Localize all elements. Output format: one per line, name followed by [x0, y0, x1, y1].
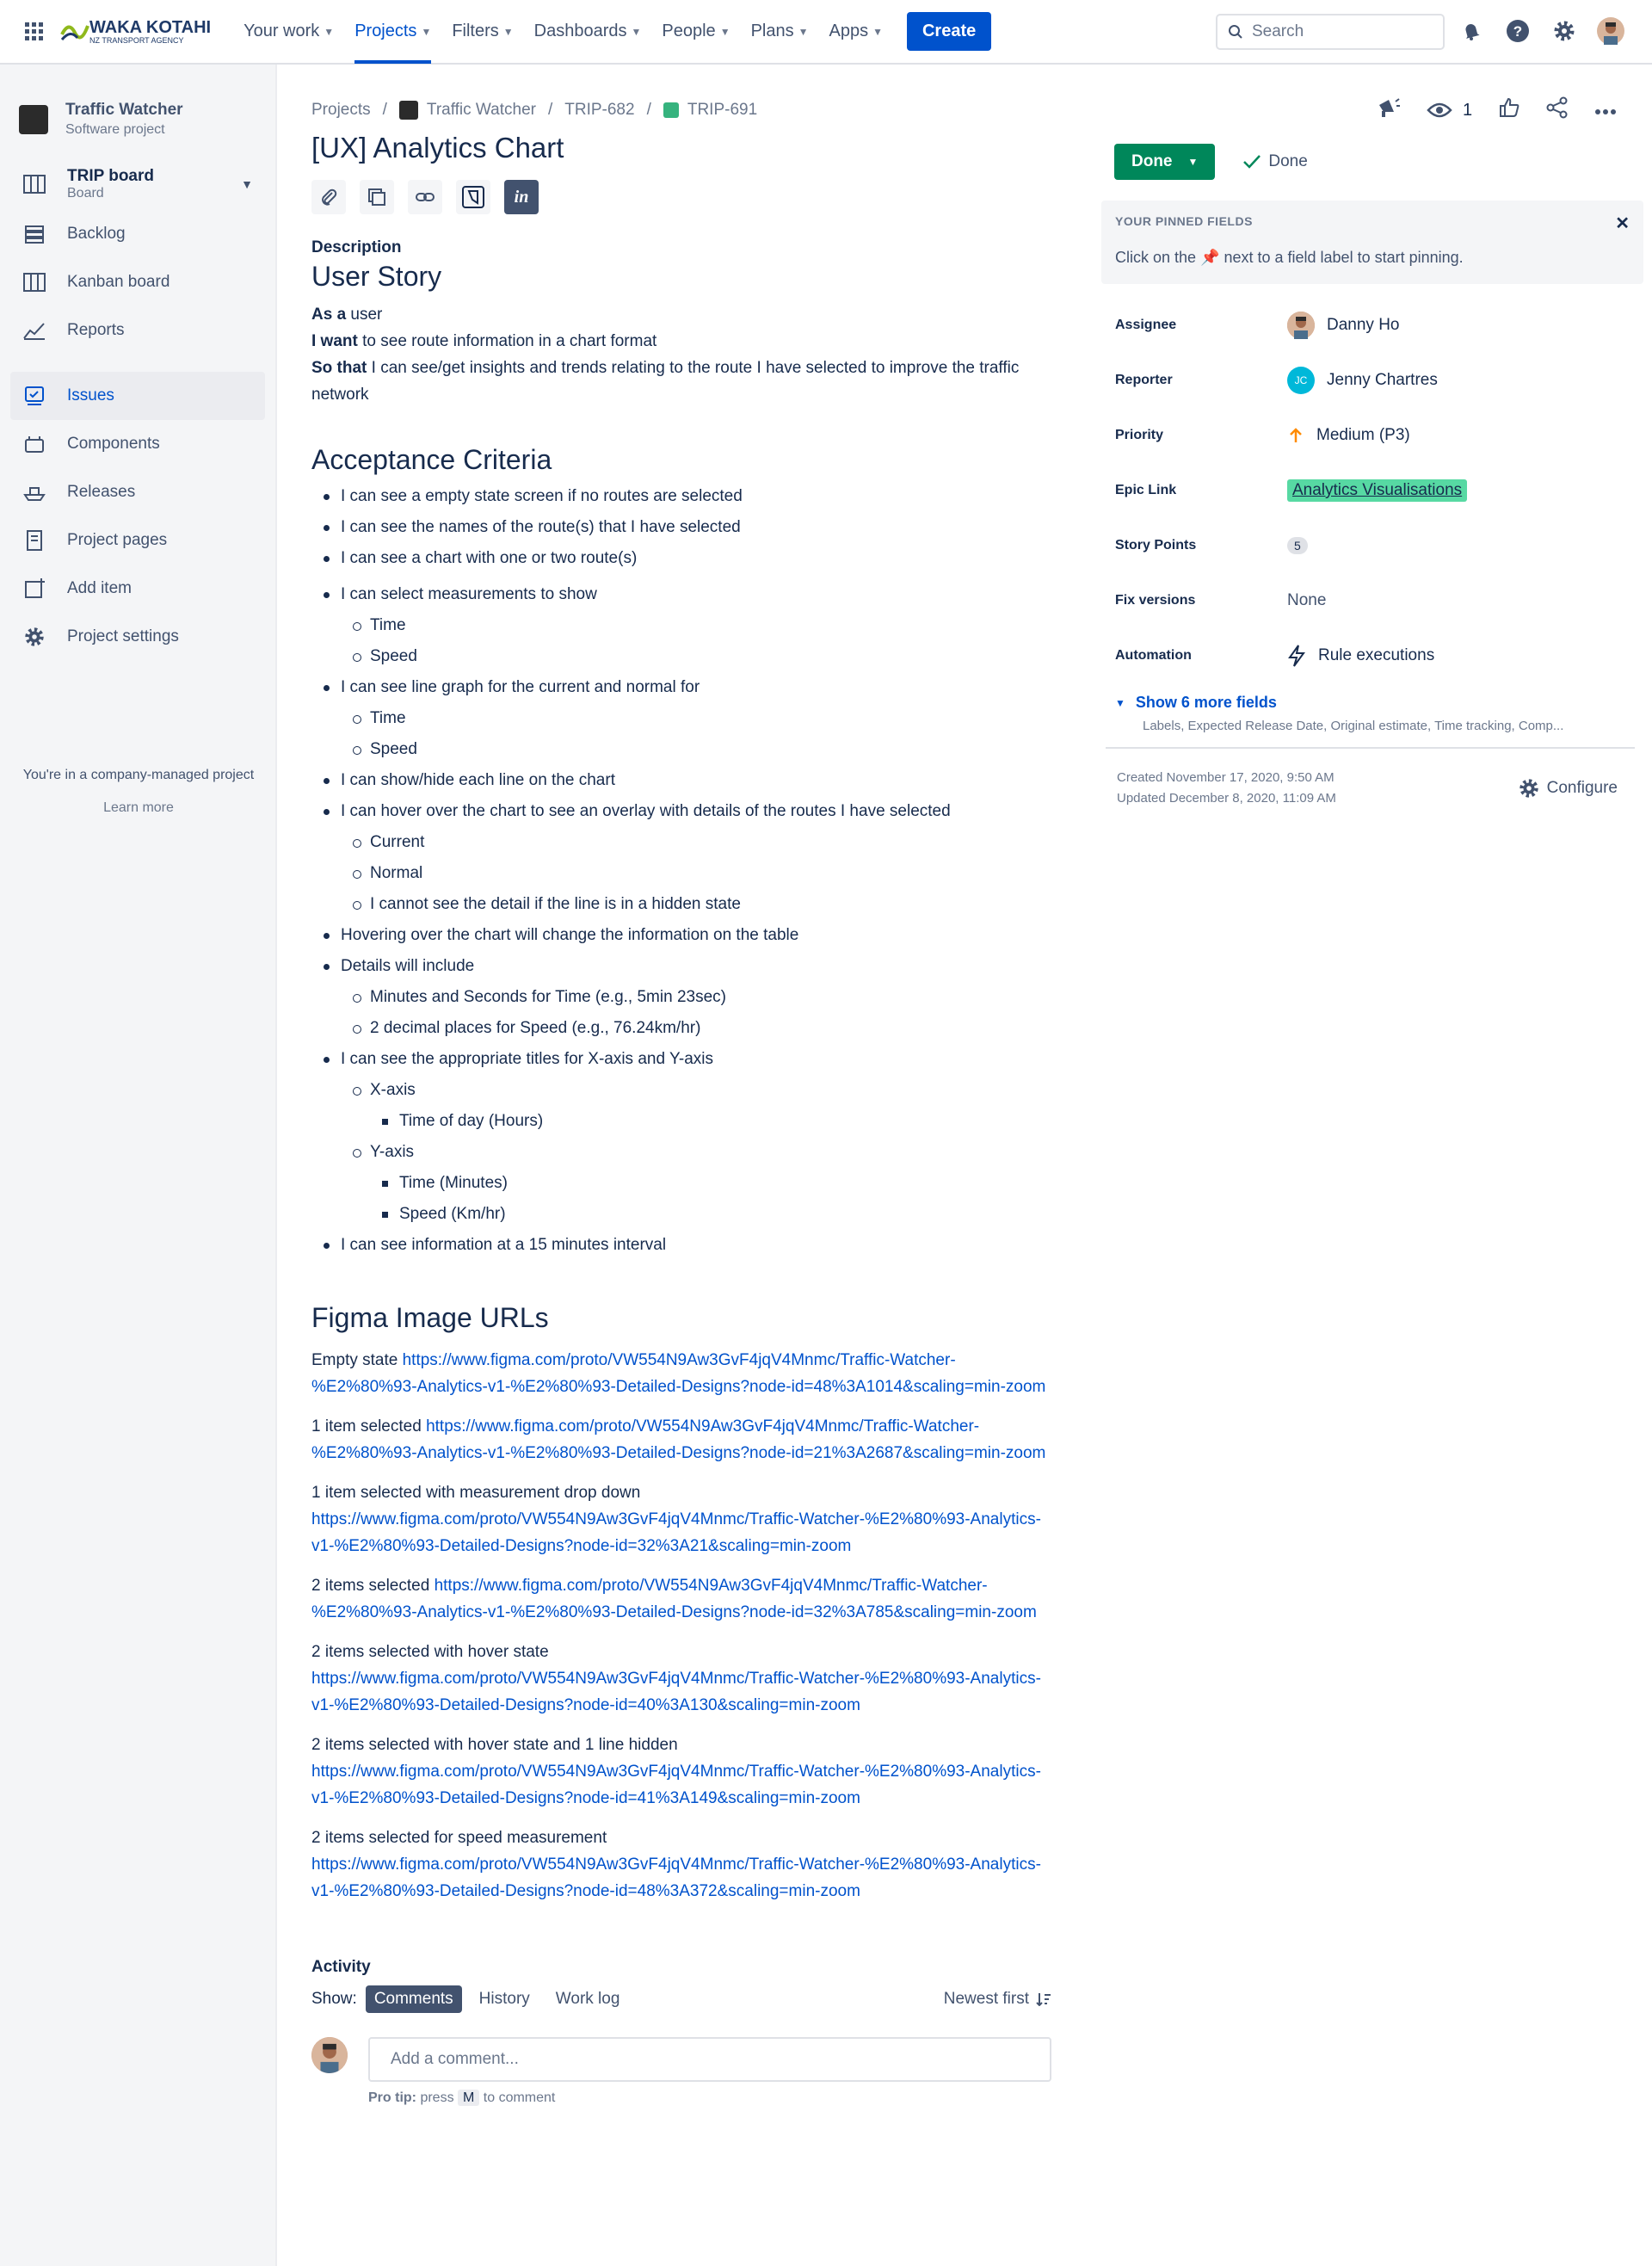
sidebar-item-releases[interactable]	[0, 468, 275, 516]
list-item: I can see line graph for the current and normal for Time Speed	[341, 672, 1051, 765]
nav-dashboards[interactable]	[524, 0, 652, 64]
field-story-points[interactable]	[1101, 518, 1643, 573]
priority-arrow-icon	[1287, 427, 1304, 444]
figma-link[interactable]: https://www.figma.com/proto/VW554N9Aw3GvF4jqV4Mnmc/Traffic-Watcher-%E2%80%93-Analytics-v1-%E2%80%93-Detailed-Designs?node-id=41%3A149&scaling=min-zoom	[311, 1763, 1041, 1807]
nav-plans[interactable]	[741, 0, 819, 64]
assignee-value: Danny Ho	[1327, 316, 1400, 334]
list-item: Normal	[370, 858, 1051, 889]
backlog-icon	[22, 222, 46, 246]
figma-link[interactable]: https://www.figma.com/proto/VW554N9Aw3GvF4jqV4Mnmc/Traffic-Watcher-%E2%80%93-Analytics-v1-%E2%80%93-Detailed-Designs?node-id=32%3A21&scaling=min-zoom	[311, 1510, 1041, 1555]
list-item: 2 decimal places for Speed (e.g., 76.24km/hr)	[370, 1013, 1051, 1044]
search-icon	[1228, 24, 1243, 40]
figma-link[interactable]: https://www.figma.com/proto/VW554N9Aw3GvF4jqV4Mnmc/Traffic-Watcher-%E2%80%93-Analytics-v1-%E2%80%93-Detailed-Designs?node-id=48%3A372&scaling=min-zoom	[311, 1855, 1041, 1900]
resolution-label: Done	[1268, 152, 1308, 170]
configure-button[interactable]	[1518, 777, 1618, 800]
created-date: Created November 17, 2020, 9:50 AM	[1117, 770, 1335, 785]
list-item: I can see a chart with one or two route(s)	[341, 543, 1051, 574]
show-label: Show:	[311, 1990, 357, 2008]
watchers-count: 1	[1463, 100, 1473, 120]
sidebar-item-label: Issues	[67, 386, 114, 404]
sidebar-item-label: Components	[67, 435, 160, 453]
help-icon[interactable]	[1501, 14, 1535, 48]
child-issue-icon[interactable]	[360, 180, 394, 214]
sidebar-item-add-item[interactable]	[0, 565, 275, 613]
figma-item: Empty state https://www.figma.com/proto/VW554N9Aw3GvF4jqV4Mnmc/Traffic-Watcher-%E2%80%93-Analytics-v1-%E2%80%93-Detailed-Designs?node-id=48%3A1014&scaling=min-zoom	[311, 1351, 1046, 1396]
chevron-down-icon: ▼	[324, 25, 335, 38]
acceptance-criteria-heading: Acceptance Criteria	[311, 444, 552, 475]
avatar: JC	[1287, 367, 1315, 394]
breadcrumb-issue[interactable]: TRIP-691	[687, 101, 758, 119]
figma-link[interactable]: https://www.figma.com/proto/VW554N9Aw3GvF4jqV4Mnmc/Traffic-Watcher-%E2%80%93-Analytics-v1-%E2%80%93-Detailed-Designs?node-id=48%3A1014&scaling=min-zoom	[311, 1351, 1046, 1396]
figma-item: 1 item selected with measurement drop down https://www.figma.com/proto/VW554N9Aw3GvF4jqV4Mnmc/Traffic-Watcher-%E2%80%93-Analytics-v1-%E2%80%93-Detailed-Designs?node-id=32%3A21&scaling=min-zoom	[311, 1484, 1041, 1555]
pinned-title: YOUR PINNED FIELDS	[1115, 214, 1253, 228]
nav-label: Plans	[750, 22, 794, 40]
sort-toggle[interactable]	[944, 1990, 1051, 2009]
epic-link[interactable]: Analytics Visualisations	[1287, 479, 1467, 502]
gear-icon	[1518, 777, 1540, 800]
field-epic-link[interactable]	[1101, 463, 1643, 518]
story-so-that: So that I can see/get insights and trends relating to the route I have selected to improve the traffic network	[311, 359, 1020, 404]
top-navigation	[0, 0, 1652, 65]
settings-icon[interactable]	[1547, 14, 1581, 48]
sidebar-item-kanban[interactable]	[0, 258, 275, 306]
nav-label: Your work	[243, 22, 320, 40]
show-more-fields[interactable]	[1101, 694, 1643, 733]
pages-icon	[22, 528, 46, 553]
nav-label: Apps	[829, 22, 869, 40]
pinned-text: Click on the 📌 next to a field label to start pinning.	[1115, 249, 1464, 266]
activity-section	[311, 1958, 1051, 2106]
list-item: X-axis Time of day (Hours)	[370, 1075, 1051, 1137]
sidebar-item-label: Project pages	[67, 531, 168, 549]
reports-icon	[22, 318, 46, 343]
list-item: Speed	[370, 641, 1051, 672]
avatar	[311, 2037, 348, 2073]
company-managed-text: You're in a company-managed project	[22, 768, 255, 782]
nav-label: Filters	[452, 22, 499, 40]
nav-projects[interactable]	[344, 0, 441, 64]
field-label: Epic Link	[1115, 483, 1177, 497]
field-label: Priority	[1115, 428, 1164, 442]
nav-label: Dashboards	[533, 22, 627, 40]
acceptance-criteria	[311, 481, 1051, 1261]
user-story-heading: User Story	[311, 261, 442, 292]
reporter-value: Jenny Chartres	[1327, 371, 1438, 389]
sidebar-item-reports[interactable]	[0, 306, 275, 355]
field-label: Reporter	[1115, 373, 1173, 387]
sort-label: Newest first	[943, 1990, 1029, 2008]
breadcrumb-project[interactable]: Traffic Watcher	[426, 101, 536, 119]
sort-icon	[1036, 1992, 1051, 2006]
project-header[interactable]	[0, 65, 275, 138]
logo[interactable]	[60, 10, 211, 53]
chevron-down-icon: ▼	[1115, 696, 1125, 709]
description-label: Description	[311, 238, 402, 256]
list-item: I can hover over the chart to see an overlay with details of the routes I have selected Current Normal I cannot see the detail if the line is in a hidden state	[341, 796, 1051, 920]
figma-links	[311, 1347, 1051, 1905]
nav-your-work[interactable]	[233, 0, 344, 64]
app-switcher-icon[interactable]	[17, 15, 52, 49]
show-more-sub: Labels, Expected Release Date, Original estimate, Time tracking, Comp...	[1143, 719, 1564, 733]
figma-item: 2 items selected with hover state https://www.figma.com/proto/VW554N9Aw3GvF4jqV4Mnmc/Traffic-Watcher-%E2%80%93-Analytics-v1-%E2%80%93-Detailed-Designs?node-id=40%3A130&scaling=min-zoom	[311, 1643, 1041, 1714]
project-type: Software project	[65, 122, 165, 137]
logo-subtext: NZ TRANSPORT AGENCY	[89, 35, 184, 45]
list-item: Y-axis Time (Minutes) Speed (Km/hr)	[370, 1137, 1051, 1230]
issue-main	[311, 65, 1051, 2106]
sidebar-item-label: Reports	[67, 321, 125, 339]
field-label: Story Points	[1115, 538, 1197, 553]
logo-text: WAKA KOTAHI	[89, 17, 212, 37]
pinned-fields	[1101, 201, 1643, 284]
nav-label: Projects	[354, 22, 417, 40]
link-icon[interactable]	[408, 180, 442, 214]
status-dropdown[interactable]	[1114, 144, 1215, 180]
breadcrumb-projects[interactable]: Projects	[311, 101, 371, 119]
figma-link[interactable]: https://www.figma.com/proto/VW554N9Aw3GvF4jqV4Mnmc/Traffic-Watcher-%E2%80%93-Analytics-v1-%E2%80%93-Detailed-Designs?node-id=40%3A130&scaling=min-zoom	[311, 1670, 1041, 1714]
list-item: Speed	[370, 734, 1051, 765]
project-avatar-icon	[399, 101, 418, 120]
figma-link[interactable]: https://www.figma.com/proto/VW554N9Aw3GvF4jqV4Mnmc/Traffic-Watcher-%E2%80%93-Analytics-v1-%E2%80%93-Detailed-Designs?node-id=32%3A785&scaling=min-zoom	[311, 1577, 1037, 1621]
sidebar-item-label: Add item	[67, 579, 132, 597]
sidebar-item-label: Backlog	[67, 225, 126, 243]
nav-apps[interactable]	[819, 0, 893, 64]
status-label: Done	[1131, 152, 1173, 170]
kanban-icon	[22, 270, 46, 294]
story-points-value: 5	[1287, 537, 1308, 554]
svg-text:?: ?	[1513, 23, 1523, 40]
pro-tip: Pro tip: press M to comment	[368, 2090, 556, 2105]
list-item: Speed (Km/hr)	[399, 1199, 1051, 1230]
close-icon[interactable]: ✕	[1615, 214, 1630, 233]
nav-label: People	[662, 22, 716, 40]
sidebar-item-label: Kanban board	[67, 273, 170, 291]
list-item: I can see information at a 15 minutes interval	[341, 1230, 1051, 1261]
sidebar-item-board[interactable]	[0, 158, 275, 210]
list-item: Minutes and Seconds for Time (e.g., 5min 23sec)	[370, 982, 1051, 1013]
field-reporter[interactable]	[1101, 353, 1643, 408]
figma-link[interactable]: https://www.figma.com/proto/VW554N9Aw3GvF4jqV4Mnmc/Traffic-Watcher-%E2%80%93-Analytics-v1-%E2%80%93-Detailed-Designs?node-id=21%3A2687&scaling=min-zoom	[311, 1417, 1046, 1462]
automation-value: Rule executions	[1318, 646, 1435, 664]
issue-title[interactable]: [UX] Analytics Chart	[311, 132, 564, 164]
issue-toolbar	[311, 180, 1051, 214]
sidebar-item-components[interactable]	[0, 420, 275, 468]
list-item: Hovering over the chart will change the information on the table	[341, 920, 1051, 951]
figma-item: 2 items selected for speed measurement https://www.figma.com/proto/VW554N9Aw3GvF4jqV4Mnmc/Traffic-Watcher-%E2%80%93-Analytics-v1-%E2%80%93-Detailed-Designs?node-id=48%3A372&scaling=min-zoom	[311, 1829, 1041, 1900]
story-as-a: As a user	[311, 306, 383, 324]
list-item: I can see the appropriate titles for X-axis and Y-axis X-axis Time of day (Hours) Y-axis Time (Minutes) Speed (Km/hr)	[341, 1044, 1051, 1230]
show-more-label: Show 6 more fields	[1135, 694, 1277, 711]
figma-heading: Figma Image URLs	[311, 1302, 549, 1333]
nav-filters[interactable]	[441, 0, 523, 64]
chevron-down-icon: ▼	[798, 25, 809, 38]
releases-icon	[22, 480, 46, 504]
check-icon	[1242, 154, 1261, 170]
notifications-icon[interactable]	[1454, 14, 1489, 48]
story-icon	[663, 102, 679, 118]
list-item: I can see a empty state screen if no routes are selected	[341, 481, 1051, 512]
issue-details-panel	[1101, 65, 1643, 809]
list-item: Details will include Minutes and Seconds for Time (e.g., 5min 23sec) 2 decimal places for Speed (e.g., 76.24km/hr)	[341, 951, 1051, 1044]
activity-label: Activity	[311, 1958, 371, 1976]
story-i-want: I want to see route information in a chart format	[311, 332, 657, 350]
tab-history[interactable]: History	[478, 1990, 530, 2008]
breadcrumb: Projects / Traffic Watcher / TRIP-682 / TRIP-691	[311, 101, 758, 119]
attachment-icon[interactable]	[311, 180, 346, 214]
chevron-down-icon: ▼	[421, 25, 432, 38]
board-icon	[22, 172, 46, 196]
field-priority[interactable]	[1101, 408, 1643, 463]
breadcrumb-parent[interactable]: TRIP-682	[564, 101, 635, 119]
chevron-down-icon: ▼	[631, 25, 642, 38]
list-item: Time of day (Hours)	[399, 1106, 1051, 1137]
search-input[interactable]	[1216, 14, 1445, 50]
field-label: Assignee	[1115, 318, 1177, 332]
confluence-icon[interactable]	[456, 180, 490, 214]
sidebar-item-issues[interactable]	[10, 372, 265, 420]
list-item: Time	[370, 610, 1051, 641]
sidebar-item-label: Project settings	[67, 627, 179, 645]
list-item: Time (Minutes)	[399, 1168, 1051, 1199]
configure-label: Configure	[1546, 779, 1618, 797]
add-item-icon	[22, 577, 46, 601]
chevron-down-icon: ▼	[502, 25, 514, 38]
list-item: I can show/hide each line on the chart	[341, 765, 1051, 796]
comment-input[interactable]: Add a comment...	[368, 2037, 1051, 2082]
list-item: I can select measurements to show Time Speed	[341, 579, 1051, 672]
field-assignee[interactable]	[1101, 298, 1643, 353]
resolution	[1242, 152, 1307, 171]
user-story	[311, 301, 1051, 408]
chevron-down-icon[interactable]: ▼	[241, 177, 253, 191]
invision-icon[interactable]: in	[504, 180, 539, 214]
tab-comments[interactable]: Comments	[366, 1985, 462, 2013]
field-label: Automation	[1115, 648, 1192, 663]
figma-item: 2 items selected with hover state and 1 line hidden https://www.figma.com/proto/VW554N9Aw3GvF4jqV4Mnmc/Traffic-Watcher-%E2%80%93-Analytics-v1-%E2%80%93-Detailed-Designs?node-id=41%3A149&scaling=min-zoom	[311, 1736, 1041, 1807]
sidebar-item-label: Releases	[67, 483, 136, 501]
profile-avatar[interactable]	[1593, 14, 1628, 48]
create-button[interactable]: Create	[907, 12, 991, 51]
components-icon	[22, 432, 46, 456]
chevron-down-icon: ▼	[872, 25, 883, 38]
learn-more-link[interactable]: Learn more	[103, 800, 174, 815]
lightning-icon	[1287, 645, 1306, 667]
sidebar	[0, 65, 277, 2266]
list-item: Time	[370, 703, 1051, 734]
field-list	[1101, 298, 1643, 683]
project-name: Traffic Watcher	[65, 101, 183, 119]
nav-people[interactable]	[651, 0, 740, 64]
board-sub: Board	[67, 186, 104, 201]
field-label: Fix versions	[1115, 593, 1196, 608]
tab-work-log[interactable]: Work log	[555, 1990, 620, 2008]
board-name: TRIP board	[67, 167, 154, 185]
figma-item: 2 items selected https://www.figma.com/proto/VW554N9Aw3GvF4jqV4Mnmc/Traffic-Watcher-%E2%80%93-Analytics-v1-%E2%80%93-Detailed-Designs?node-id=32%3A785&scaling=min-zoom	[311, 1577, 1037, 1621]
fix-versions-value: None	[1287, 591, 1327, 609]
avatar	[1287, 312, 1315, 339]
sidebar-item-backlog[interactable]	[0, 210, 275, 258]
sidebar-item-project-settings[interactable]	[0, 613, 275, 661]
figma-item: 1 item selected https://www.figma.com/proto/VW554N9Aw3GvF4jqV4Mnmc/Traffic-Watcher-%E2%80%93-Analytics-v1-%E2%80%93-Detailed-Designs?node-id=21%3A2687&scaling=min-zoom	[311, 1417, 1046, 1462]
list-item: I can see the names of the route(s) that I have selected	[341, 512, 1051, 543]
list-item: I cannot see the detail if the line is in a hidden state	[370, 889, 1051, 920]
gear-icon	[22, 625, 46, 649]
logo-mark-icon	[60, 17, 89, 46]
project-avatar	[19, 105, 48, 134]
issues-icon	[22, 384, 46, 408]
dates	[1101, 749, 1643, 809]
sidebar-item-project-pages[interactable]	[0, 516, 275, 565]
field-automation[interactable]	[1101, 628, 1643, 683]
pin-icon: 📌	[1200, 249, 1220, 266]
updated-date: Updated December 8, 2020, 11:09 AM	[1117, 791, 1336, 806]
priority-value: Medium (P3)	[1316, 426, 1410, 444]
search-placeholder: Search	[1252, 22, 1304, 40]
chevron-down-icon: ▼	[719, 25, 730, 38]
list-item: Current	[370, 827, 1051, 858]
field-fix-versions[interactable]	[1101, 573, 1643, 628]
chevron-down-icon: ▼	[1187, 156, 1199, 168]
